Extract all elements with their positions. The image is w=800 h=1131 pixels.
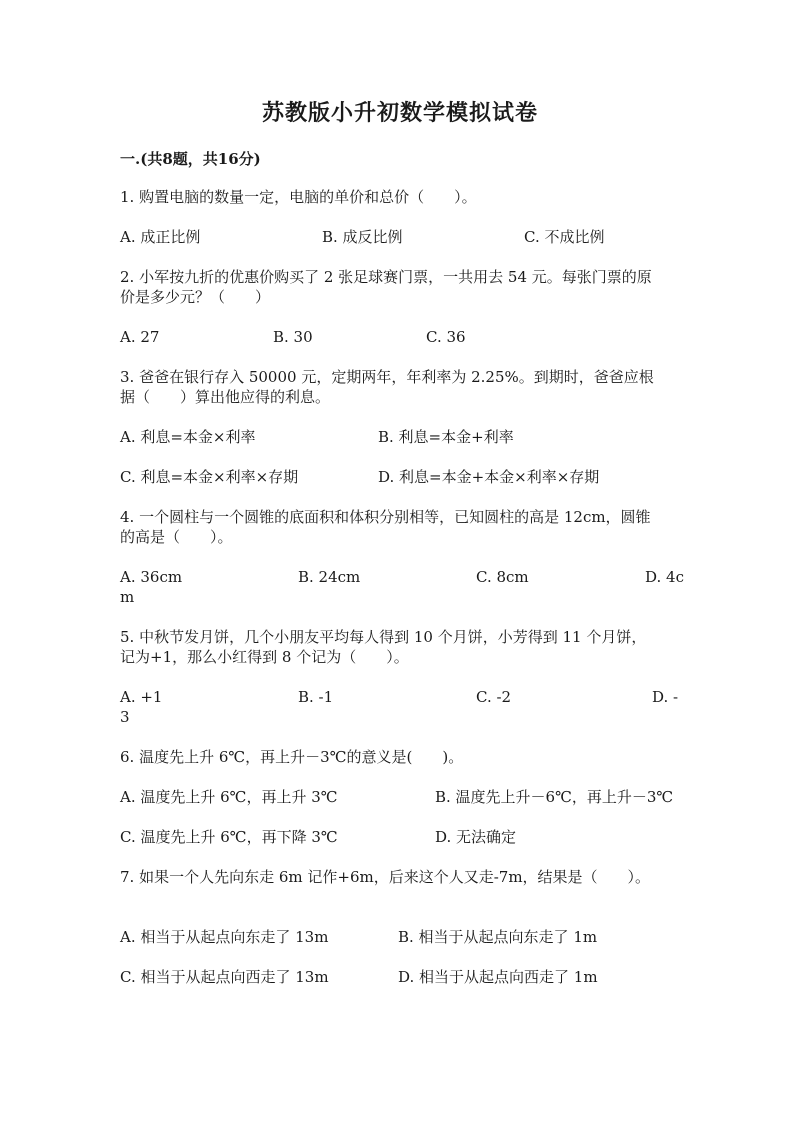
q3-option-c: C. 利息=本金×利率×存期 bbox=[120, 468, 299, 486]
q5-option-c: C. -2 bbox=[476, 688, 512, 706]
q5-option-b: B. -1 bbox=[298, 688, 334, 706]
q2-option-a: A. 27 bbox=[120, 328, 160, 346]
question-3-line-1: 3. 爸爸在银行存入 50000 元，定期两年，年利率为 2.25%。到期时，爸爸应根 bbox=[120, 368, 654, 386]
question-1-line-1: 1. 购置电脑的数量一定，电脑的单价和总价（ ）。 bbox=[120, 188, 477, 206]
q7-option-c: C. 相当于从起点向西走了 13m bbox=[120, 968, 329, 986]
q3-option-b: B. 利息=本金+利率 bbox=[378, 428, 514, 446]
q6-option-a: A. 温度先上升 6℃，再上升 3℃ bbox=[120, 788, 338, 806]
q1-option-b: B. 成反比例 bbox=[322, 228, 403, 246]
q4-option-c: C. 8cm bbox=[476, 568, 529, 586]
q2-option-c: C. 36 bbox=[426, 328, 466, 346]
section-heading: 一.(共8题，共16分) bbox=[120, 150, 261, 168]
q1-option-a: A. 成正比例 bbox=[120, 228, 201, 246]
q7-option-b: B. 相当于从起点向东走了 1m bbox=[398, 928, 598, 946]
question-5-line-1: 5. 中秋节发月饼，几个小朋友平均每人得到 10 个月饼，小芳得到 11 个月饼， bbox=[120, 628, 647, 646]
q7-option-a: A. 相当于从起点向东走了 13m bbox=[120, 928, 329, 946]
q5-option-d: D. - bbox=[652, 688, 679, 706]
q6-option-c: C. 温度先上升 6℃，再下降 3℃ bbox=[120, 828, 338, 846]
q4-option-b: B. 24cm bbox=[298, 568, 361, 586]
exam-title: 苏教版小升初数学模拟试卷 bbox=[261, 100, 538, 126]
question-7-line-1: 7. 如果一个人先向东走 6m 记作+6m，后来这个人又走-7m，结果是（ ）。 bbox=[120, 868, 651, 886]
q4-option-a: A. 36cm bbox=[120, 568, 183, 586]
q5-option-d-wrap: 3 bbox=[120, 708, 130, 726]
question-5-line-2: 记为+1，那么小红得到 8 个记为（ ）。 bbox=[120, 648, 409, 666]
question-4-line-1: 4. 一个圆柱与一个圆锥的底面积和体积分别相等，已知圆柱的高是 12cm，圆锥 bbox=[120, 508, 651, 526]
q4-option-d: D. 4c bbox=[645, 568, 684, 586]
q6-option-b: B. 温度先上升－6℃，再上升－3℃ bbox=[435, 788, 674, 806]
q3-option-a: A. 利息=本金×利率 bbox=[120, 428, 256, 446]
q7-option-d: D. 相当于从起点向西走了 1m bbox=[398, 968, 598, 986]
question-6-line-1: 6. 温度先上升 6℃，再上升－3℃的意义是( )。 bbox=[120, 748, 464, 766]
question-2-line-1: 2. 小军按九折的优惠价购买了 2 张足球赛门票，一共用去 54 元。每张门票的原 bbox=[120, 268, 652, 286]
q5-option-a: A. +1 bbox=[120, 688, 163, 706]
question-3-line-2: 据（ ）算出他应得的利息。 bbox=[120, 388, 331, 406]
question-2-line-2: 价是多少元？（ ） bbox=[120, 288, 271, 306]
q2-option-b: B. 30 bbox=[273, 328, 313, 346]
q6-option-d: D. 无法确定 bbox=[435, 828, 517, 846]
question-4-line-2: 的高是（ ）。 bbox=[120, 528, 233, 546]
q3-option-d: D. 利息=本金+本金×利率×存期 bbox=[378, 468, 600, 486]
q1-option-c: C. 不成比例 bbox=[524, 228, 605, 246]
q4-option-d-wrap: m bbox=[120, 588, 135, 606]
